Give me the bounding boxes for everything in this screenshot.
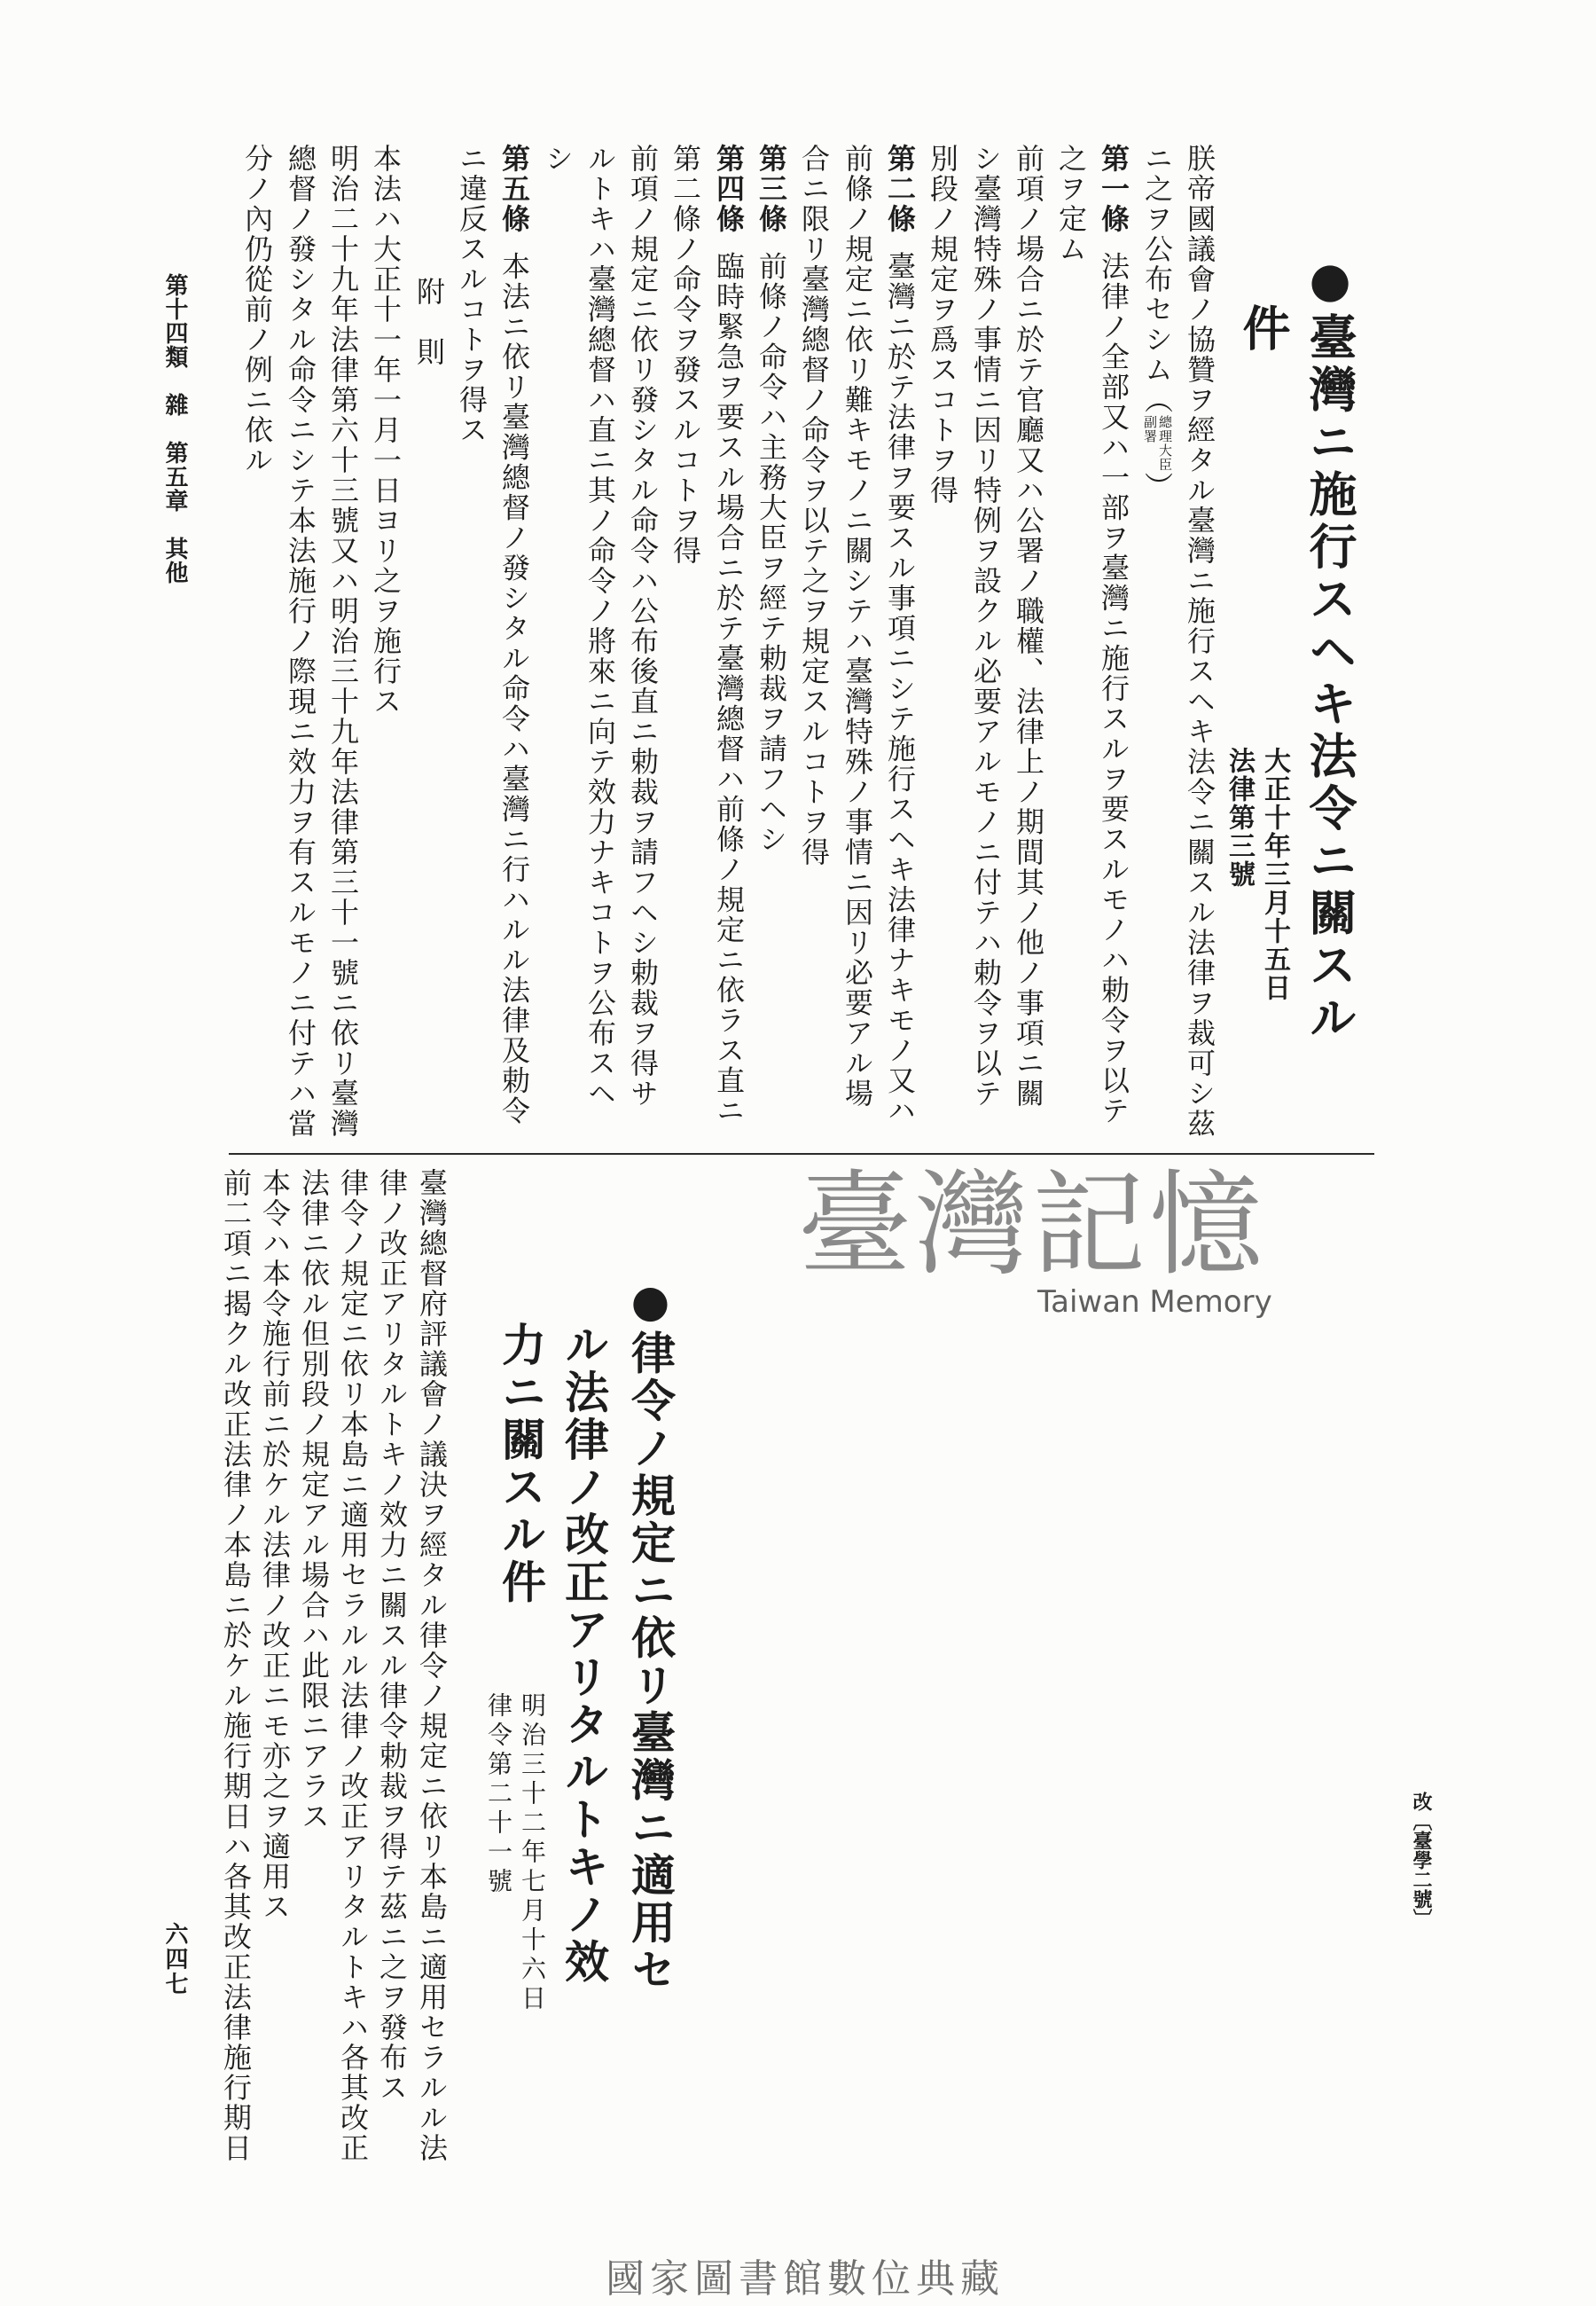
- line-text: 本法ニ依リ臺灣總督ノ發シタル命令ハ臺灣ニ行ハルル法律及勅令: [497, 251, 531, 1126]
- annotation-close-paren: ）: [1140, 472, 1174, 502]
- text-line: 明治二十九年法律第六十三號又ハ明治三十九年法律第三十一號ニ依リ臺灣: [326, 144, 360, 1139]
- law-number: 法律第三號: [1224, 747, 1255, 889]
- annotation-line: 總理大臣: [1157, 415, 1173, 472]
- text-line: 分ノ內仍從前ノ例ニ依ル: [240, 144, 274, 475]
- article-title: ●臺灣ニ施行スヘキ法令ニ關スル: [1302, 251, 1358, 1045]
- text-line: 本法ハ大正十一年一月一日ヨリ之ヲ施行ス: [369, 144, 403, 717]
- article-heading: 第三條: [755, 144, 788, 234]
- line-text: 臨時緊急ヲ要スル場合ニ於テ臺灣總督ハ前條ノ規定ニ依ラス直ニ: [712, 251, 746, 1126]
- annotation-open-paren: （: [1140, 385, 1174, 415]
- text-line: 前條ノ規定ニ依リ難キモノニ關シテハ臺灣特殊ノ事情ニ因リ必要アル場: [841, 144, 874, 1109]
- running-head: 第十四類 雜 第五章 其他: [161, 273, 188, 584]
- text-line: 法律ニ依ル但別段ノ規定アル場合ハ此限ニアラス: [297, 1168, 331, 1831]
- archive-credit: 國家圖書館數位典藏: [606, 2256, 1005, 2302]
- annotation-warichu: [1142, 415, 1172, 472]
- text-line: [755, 144, 787, 854]
- text-line: 第二條ノ命令ヲ發スルコトヲ得: [669, 144, 702, 566]
- text-line: [498, 144, 530, 1126]
- annotation-line: 副署: [1142, 415, 1158, 443]
- watermark-caption: Taiwan Memory: [1037, 1284, 1272, 1320]
- article-title: ル法律ノ改正アリタルトキノ效: [558, 1322, 610, 1986]
- text-line: ニ違反スルコトヲ得ス: [455, 144, 489, 445]
- article-title: 力ニ關スル件: [495, 1322, 547, 1606]
- text-line: [713, 144, 745, 1126]
- text-line: 總督ノ發シタル命令ニシテ本法施行ノ際現ニ效力ヲ有スルモノニ付テハ當: [284, 144, 317, 1139]
- text-line: [884, 144, 916, 1126]
- section-divider: [229, 1153, 1374, 1155]
- text-line: 律ノ改正アリタルトキノ效力ニ關スル律令勅裁ヲ得テ茲ニ之ヲ發布ス: [375, 1168, 409, 2103]
- article-heading: 第四條: [712, 144, 746, 234]
- text-line: 臺灣總督府評議會ノ議決ヲ經タル律令ノ規定ニ依リ本島ニ適用セラルル法: [415, 1168, 449, 2163]
- line-text: 法律ノ全部又ハ一部ヲ臺灣ニ施行スルヲ要スルモノハ勅令ヲ以テ: [1097, 251, 1130, 1126]
- line-text: 臺灣ニ於テ法律ヲ要スル事項ニシテ施行スヘキ法律ナキモノ又ハ: [883, 251, 917, 1126]
- text-line: [1141, 144, 1173, 502]
- text-line: 本令ハ本令施行前ニ於ケル法律ノ改正ニモ亦之ヲ適用ス: [258, 1168, 292, 1922]
- enactment-date: 大正十年三月十五日: [1259, 747, 1290, 1002]
- text-line: 律令ノ規定ニ依リ本島ニ適用セラルル法律ノ改正アリタルトキハ各其改正: [336, 1168, 370, 2163]
- supplementary-provisions-heading: 附 則: [412, 277, 446, 367]
- law-number: 律令第二十一號: [484, 1692, 513, 1897]
- article-title: 件: [1235, 303, 1292, 356]
- article-title: ●律令ノ規定ニ依リ臺灣ニ適用セ: [624, 1275, 677, 1995]
- text-line: 前項ノ規定ニ依リ發シタル命令ハ公布後直ニ勅裁ヲ請フヘシ勅裁ヲ得サ: [626, 144, 660, 1109]
- article-heading: 第一條: [1097, 144, 1130, 234]
- article-heading: 第二條: [883, 144, 917, 234]
- text-line: シ臺灣特殊ノ事情ニ因リ特例ヲ設クル必要アルモノニ付テハ勅令ヲ以テ: [969, 144, 1003, 1109]
- watermark-logo: 臺灣記憶: [798, 1159, 1267, 1291]
- text-line: 朕帝國議會ノ協贊ヲ經タル臺灣ニ施行スヘキ法令ニ關スル法律ヲ裁可シ茲: [1183, 144, 1217, 1139]
- text-line: 前項ノ場合ニ於テ官廳又ハ公署ノ職權、法律上ノ期間其ノ他ノ事項ニ關: [1012, 144, 1045, 1109]
- text-line: ルトキハ臺灣總督ハ直ニ其ノ命令ノ將來ニ向テ效力ナキコトヲ公布スヘ: [583, 144, 617, 1109]
- text-line: 之ヲ定ム: [1054, 144, 1088, 264]
- text-line: 合ニ限リ臺灣總督ノ命令ヲ以テ之ヲ規定スルコトヲ得: [797, 144, 831, 867]
- text-line: 別段ノ規定ヲ爲スコトヲ得: [926, 144, 959, 506]
- article-heading: 第五條: [497, 144, 531, 234]
- margin-note: 改〔臺學二號〕: [1410, 1792, 1433, 1928]
- text-line: [1098, 144, 1130, 1126]
- page-number: 六四七: [161, 1922, 188, 1996]
- line-text: ニ之ヲ公布セシム: [1140, 144, 1174, 385]
- line-text: 前條ノ命令ハ主務大臣ヲ經テ勅裁ヲ請フヘシ: [755, 251, 788, 855]
- text-line: 前二項ニ揭クル改正法律ノ本島ニ於ケル施行期日ハ各其改正法律施行期日: [219, 1168, 253, 2163]
- enactment-date: 明治三十二年七月十六日: [518, 1692, 547, 2014]
- text-line: シ: [541, 144, 575, 174]
